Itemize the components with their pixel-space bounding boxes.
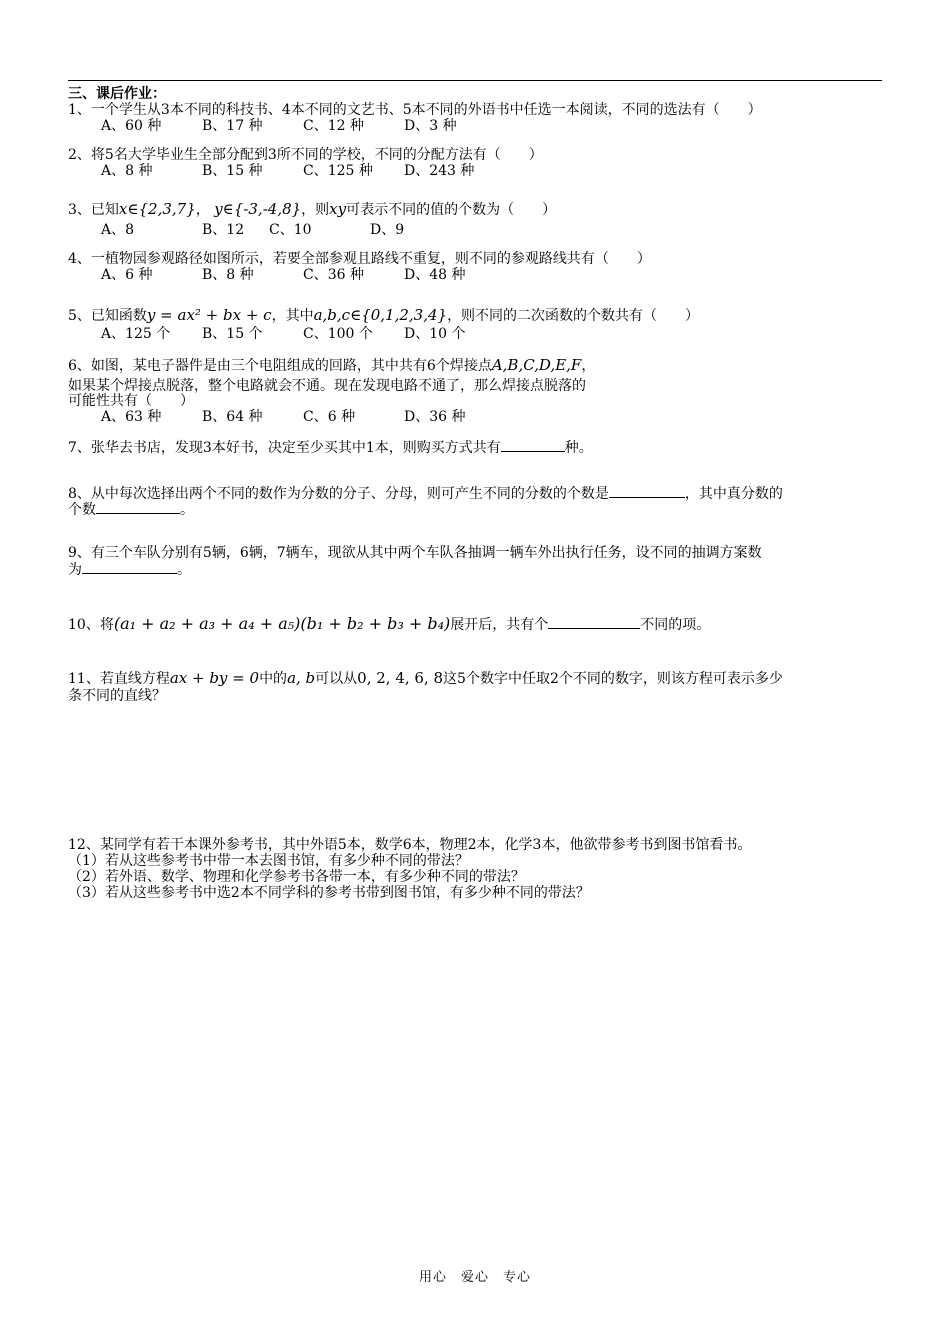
option-b: B、8 种 — [202, 267, 254, 283]
q10-math-product: (a₁ + a₂ + a₃ + a₄ + a₅)(b₁ + b₂ + b₃ + b₄) — [113, 614, 451, 633]
q11-mid2: 可以从 — [315, 671, 358, 687]
option-c: C、10 — [269, 222, 312, 238]
q5-mid: ，其中 — [271, 308, 314, 324]
q3-mid: ，则 — [301, 202, 330, 218]
question-8-line-2 — [68, 501, 194, 518]
section-title: 三、课后作业： — [68, 86, 166, 102]
q11-suffix: 这5个数字中任取2个不同的数字，则该方程可表示多少 — [443, 671, 783, 687]
question-11-line-1 — [68, 670, 783, 687]
question-7 — [68, 439, 593, 456]
q10-suffix: 不同的项。 — [640, 617, 711, 633]
answer-blank — [82, 561, 177, 574]
question-12-sub-1: （1）若从这些参考书中带一本去图书馆，有多少种不同的带法？ — [68, 853, 469, 869]
answer-blank — [501, 439, 565, 452]
question-6-line-2: 如果某个焊接点脱落，整个电路就会不通。现在发现电路不通了，那么焊接点脱落的 — [68, 378, 586, 394]
option-c: C、125 种 — [303, 163, 373, 179]
q6-math-points: A,B,C,D,E,F — [491, 356, 582, 374]
option-d: D、10 个 — [404, 326, 466, 342]
q3-sep: ， — [195, 202, 210, 218]
option-a: A、125 个 — [101, 326, 171, 342]
option-b: B、64 种 — [202, 409, 263, 425]
question-12: 12、某同学有若干本课外参考书，其中外语5本，数学6本，物理2本，化学3本，他欲带参考书到图书馆看书。 — [68, 837, 752, 853]
option-a: A、63 种 — [101, 409, 162, 425]
header-rule — [68, 80, 882, 81]
option-b: B、12 — [202, 222, 245, 238]
q3-math-x: x∈{2,3,7} — [118, 200, 196, 218]
q5-math-set: a,b,c∈{0,1,2,3,4} — [313, 306, 448, 324]
option-b: B、15 个 — [202, 326, 263, 342]
q3-prefix: 3、已知 — [68, 202, 119, 218]
option-a: A、8 种 — [101, 163, 153, 179]
q8-line2-suffix: 。 — [180, 502, 194, 518]
question-6-line-1 — [68, 357, 595, 374]
q11-mid1: 中的 — [259, 671, 288, 687]
option-a: A、6 种 — [101, 267, 153, 283]
q7-suffix: 种。 — [564, 440, 593, 456]
q3-math-y: y∈{-3,-4,8} — [214, 200, 302, 218]
answer-blank — [96, 501, 180, 514]
q9-suffix: 。 — [177, 562, 191, 578]
option-a: A、60 种 — [101, 118, 162, 134]
question-12-sub-3: （3）若从这些参考书中选2本不同学科的参考书带到图书馆，有多少种不同的带法？ — [68, 885, 590, 901]
q10-prefix: 10、将 — [68, 617, 114, 633]
q11-math-digits: 0, 2, 4, 6, 8 — [357, 669, 444, 687]
q3-suffix: 可表示不同的值的个数为（ ） — [346, 202, 557, 218]
answer-blank — [548, 616, 640, 629]
question-11-line-2: 条不同的直线？ — [68, 688, 166, 704]
question-5-options — [101, 326, 466, 342]
q6-suffix: ， — [581, 358, 596, 374]
q7-prefix: 7、张华去书店，发现3本好书，决定至少买其中1本，则购买方式共有 — [68, 440, 501, 456]
question-2: 2、将5名大学毕业生全部分配到3所不同的学校，不同的分配方法有（ ） — [68, 147, 543, 163]
q11-prefix: 11、若直线方程 — [68, 671, 170, 687]
option-d: D、243 种 — [404, 163, 475, 179]
q10-mid: 展开后，共有个 — [450, 617, 549, 633]
q8-suffix: ，其中真分数的 — [684, 486, 783, 502]
question-5 — [68, 307, 699, 324]
question-8-line-1 — [68, 485, 783, 502]
question-3-options — [101, 222, 404, 238]
option-d: D、3 种 — [404, 118, 457, 134]
option-a: A、8 — [101, 222, 135, 238]
option-b: B、17 种 — [202, 118, 263, 134]
option-d: D、9 — [370, 222, 405, 238]
question-12-sub-2: （2）若外语、数学、物理和化学参考书各带一本，有多少种不同的带法？ — [68, 869, 525, 885]
question-10 — [68, 616, 710, 633]
page-footer: 用心 爱心 专心 — [418, 1270, 531, 1285]
option-b: B、15 种 — [202, 163, 263, 179]
q3-math-xy: xy — [329, 200, 347, 218]
question-1-options — [101, 118, 457, 134]
q5-suffix: ，则不同的二次函数的个数共有（ ） — [447, 308, 700, 324]
option-d: D、48 种 — [404, 267, 466, 283]
q11-math-equation: ax + by = 0 — [169, 669, 260, 687]
q11-math-ab: a, b — [287, 669, 316, 687]
option-c: C、6 种 — [303, 409, 356, 425]
option-d: D、36 种 — [404, 409, 466, 425]
q5-prefix: 5、已知函数 — [68, 308, 147, 324]
question-9-line-2 — [68, 561, 191, 578]
question-1: 1、一个学生从3本不同的科技书、4本不同的文艺书、5本不同的外语书中任选一本阅读，不同的选法有（ ） — [68, 102, 762, 118]
question-3 — [68, 201, 556, 218]
q8-prefix: 8、从中每次选择出两个不同的数作为分数的分子、分母，则可产生不同的分数的个数是 — [68, 486, 609, 502]
question-6-line-3: 可能性共有（ ） — [68, 393, 194, 409]
option-c: C、36 种 — [303, 267, 364, 283]
option-c: C、100 个 — [303, 326, 373, 342]
option-c: C、12 种 — [303, 118, 364, 134]
question-2-options — [101, 163, 474, 179]
q8-line2-prefix: 个数 — [68, 502, 96, 518]
answer-blank — [609, 485, 685, 498]
q5-math-function: y = ax² + bx + c — [146, 306, 272, 324]
question-4-options — [101, 267, 466, 283]
question-6-options — [101, 409, 466, 425]
q9-prefix: 为 — [68, 562, 82, 578]
question-9-line-1: 9、有三个车队分别有5辆，6辆，7辆车，现欲从其中两个车队各抽调一辆车外出执行任务，设不同的抽调方案数 — [68, 545, 762, 561]
question-4: 4、一植物园参观路径如图所示，若要全部参观且路线不重复，则不同的参观路线共有（ ） — [68, 251, 651, 267]
q6-prefix: 6、如图，某电子器件是由三个电阻组成的回路，其中共有6个焊接点 — [68, 358, 492, 374]
